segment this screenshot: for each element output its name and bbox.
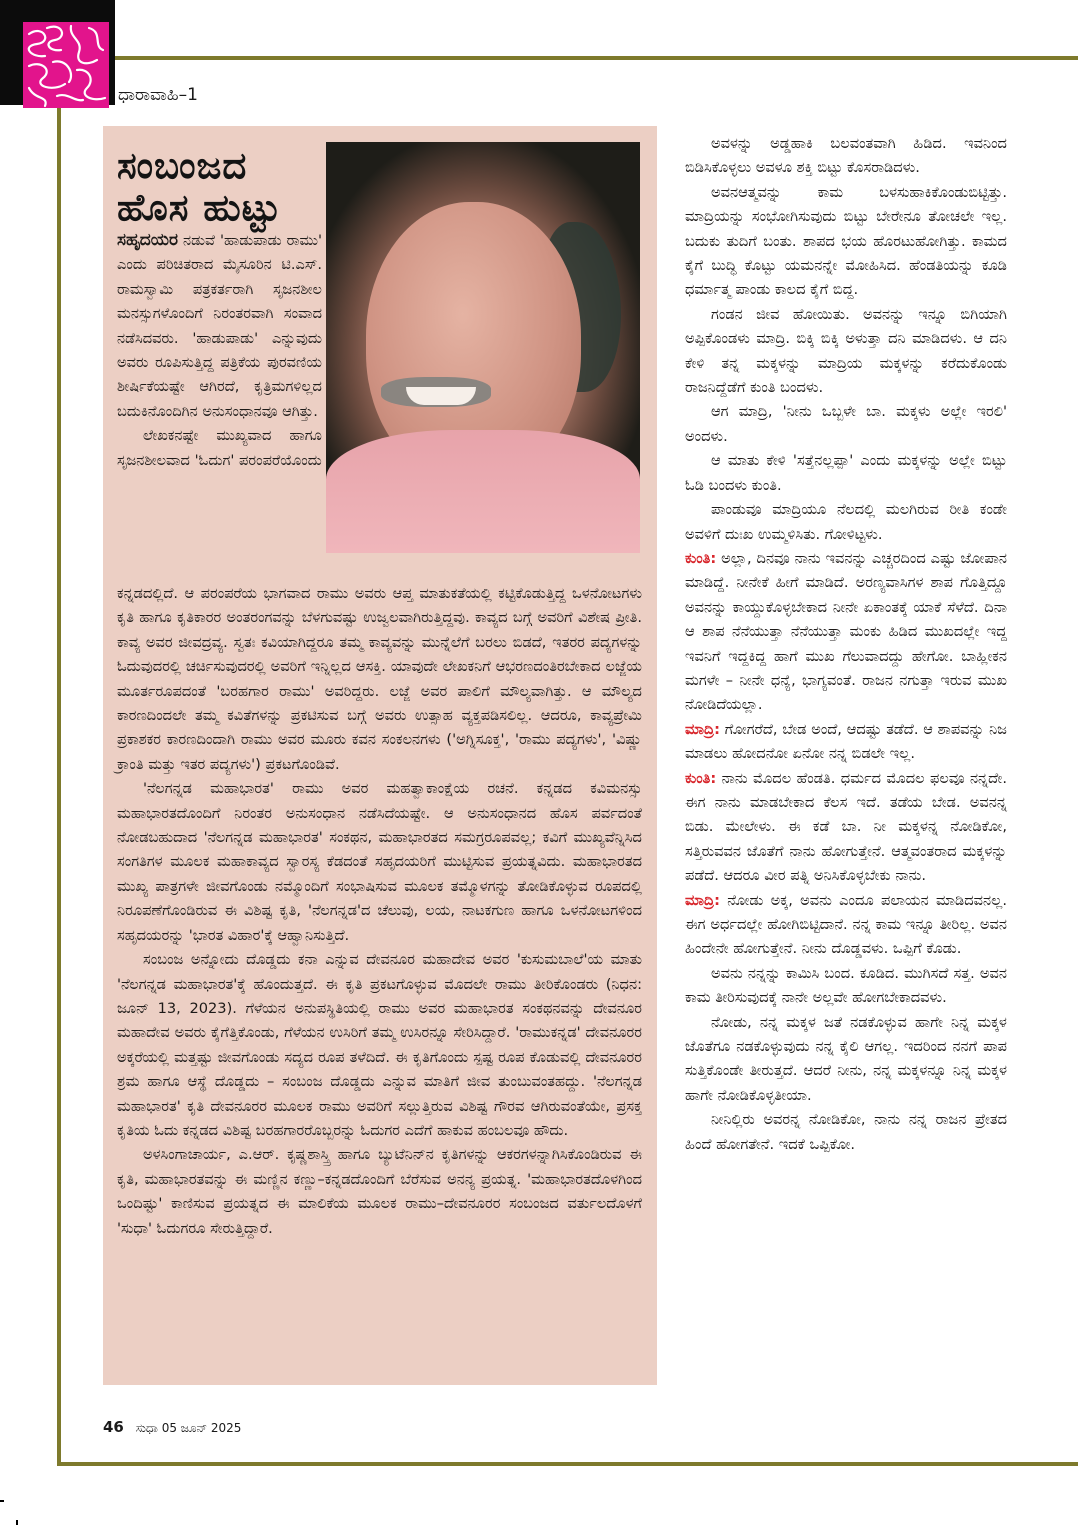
top-border-rule — [115, 56, 1078, 60]
page-number: 46 — [103, 1418, 124, 1436]
page-footer — [103, 1418, 241, 1436]
photo-shirt — [326, 430, 640, 553]
paragraph-text: ಅವನು ನನ್ನನ್ನು ಕಾಮಿಸಿ ಬಂದ. ಕೂಡಿದ. ಮುಗಿಸದೆ ಸತ್ತ. ಅವನ ಕಾಮ ತೀರಿಸುವುದಕ್ಕೆ ನಾನೇ ಅಲ್ಲವೇ ಹೋಗಬೇಕಾದವಳು. — [685, 964, 1007, 1007]
bottom-border-rule — [57, 1462, 1078, 1466]
narrative-paragraph — [685, 303, 1007, 401]
photo-smile — [406, 387, 476, 405]
title-line-2: ಹೊಸ ಹುಟ್ಟು — [117, 186, 282, 229]
right-column — [685, 132, 1007, 1157]
wide-paragraph: ಕನ್ನಡದಲ್ಲಿದೆ. ಆ ಪರಂಪರೆಯ ಭಾಗವಾದ ರಾಮು ಅವರು ಆಪ್ತ ಮಾತುಕತೆಯಲ್ಲಿ ಕಟ್ಟಿಕೊಡುತ್ತಿದ್ದ ಒಳನೋಟಗಳು ಕೃತಿ ಹಾಗೂ ಕೃತಿಕಾರರ ಅಂತರಂಗವನ್ನು ಬೆಳಗುವಷ್ಟು ಉಜ್ವಲವಾಗಿರುತ್ತಿದ್ದವು. ಕಾವ್ಯದ ಬಗ್ಗೆ ಅವರಿಗೆ ವಿಶೇಷ ಪ್ರೀತಿ. ಕಾವ್ಯ ಅವರ ಜೀವದ್ರವ್ಯ. ಸ್ವತಃ ಕವಿಯಾಗಿದ್ದರೂ ತಮ್ಮ ಕಾವ್ಯವನ್ನು ಮುನ್ನೆಲೆಗೆ ಬರಲು ಬಿಡದೆ, ಇತರರ ಪದ್ಯಗಳನ್ನು ಓದುವುದರಲ್ಲಿ ಚರ್ಚಿಸುವುದರಲ್ಲಿ ಅವರಿಗೆ ಇನ್ನಿಲ್ಲದ ಆಸಕ್ತಿ. ಯಾವುದೇ ಲೇಖಕನಿಗೆ ಆಭರಣದಂತಿರಬೇಕಾದ ಲಜ್ಜೆಯ ಮೂರ್ತರೂಪದಂತೆ 'ಬರಹಗಾರ ರಾಮು' ಅವರಿದ್ದರು. ಲಜ್ಜೆ ಅವರ ಪಾಲಿಗೆ ಮೌಲ್ಯವಾಗಿತ್ತು. ಆ ಮೌಲ್ಯದ ಕಾರಣದಿಂದಲೇ ತಮ್ಮ ಕವಿತೆಗಳನ್ನು ಪ್ರಕಟಿಸುವ ಬಗ್ಗೆ ಅವರು ಉತ್ಸಾಹ ವ್ಯಕ್ತಪಡಿಸಲಿಲ್ಲ. ಆದರೂ, ಕಾವ್ಯಪ್ರೇಮಿ ಪ್ರಕಾಶಕರ ಕಾರಣದಿಂದಾಗಿ ರಾಮು ಅವರ ಮೂರು ಕವನ ಸಂಕಲನಗಳು ('ಅಗ್ನಿಸೂಕ್ತ', 'ರಾಮು ಪದ್ಯಗಳು', 'ವಿಷ್ಣು ಕ್ರಾಂತಿ ಮತ್ತು ಇತರ ಪದ್ಯಗಳು') ಪ್ರಕಟಗೊಂಡಿವೆ. — [117, 585, 642, 773]
paragraph-text: ಗೋಗರೆದೆ, ಬೇಡ ಅಂದೆ, ಆದಷ್ಟು ತಡೆದೆ. ಆ ಶಾಪವನ್ನು ನಿಜ ಮಾಡಲು ಹೋದನೋ ಏನೋ ನನ್ನ ಬಿಡಲೇ ಇಲ್ಲ. — [685, 720, 1007, 763]
title-line-1: ಸಂಬಂಜದ — [117, 144, 248, 187]
dialogue-paragraph — [685, 547, 1007, 718]
wide-column — [117, 582, 642, 1241]
paragraph-text: ನೋಡು, ನನ್ನ ಮಕ್ಕಳ ಜತೆ ನಡಕೊಳ್ಳುವ ಹಾಗೇ ನಿನ್ನ ಮಕ್ಕಳ ಜೊತೆಗೂ ನಡಕೊಳ್ಳುವುದು ನನ್ನ ಕೈಲಿ ಆಗಲ್ಲ. ಇದರಿಂದ ನನಗೆ ಪಾಪ ಸುತ್ತಿಕೊಂಡೇ ತೀರುತ್ತದೆ. ಆದರೆ ನೀನು, ನನ್ನ ಮಕ್ಕಳನ್ನೂ ನಿನ್ನ ಮಕ್ಕಳ ಹಾಗೇ ನೋಡಿಕೊಳ್ಳತೀಯಾ. — [685, 1013, 1007, 1104]
dialogue-paragraph — [685, 718, 1007, 767]
paragraph-text: ಅವಳನ್ನು ಅಡ್ಡಹಾಕಿ ಬಲವಂತವಾಗಿ ಹಿಡಿದ. ಇವನಿಂದ ಬಿಡಿಸಿಕೊಳ್ಳಲು ಅವಳೂ ಶಕ್ತಿ ಬಿಟ್ಟು ಕೊಸರಾಡಿದಳು. — [685, 135, 1007, 177]
speaker-label: ಕುಂತಿ: — [685, 549, 717, 567]
speaker-label: ಮಾದ್ರಿ: — [685, 720, 720, 738]
pink-squiggle-pattern-icon — [23, 22, 109, 108]
intro-paragraph-2: ಲೇಖಕನಷ್ಟೇ ಮುಖ್ಯವಾದ ಹಾಗೂ ಸೃಜನಶೀಲವಾದ 'ಓದುಗ' ಪರಂಪರೆಯೊಂದು — [117, 427, 322, 469]
narrative-paragraph — [685, 498, 1007, 547]
paragraph-text: ಗಂಡನ ಜೀವ ಹೋಯಿತು. ಅವನನ್ನು ಇನ್ನೂ ಬಿಗಿಯಾಗಿ ಅಪ್ಪಿಕೊಂಡಳು ಮಾದ್ರಿ. ಬಿಕ್ಕಿ ಬಿಕ್ಕಿ ಅಳುತ್ತಾ ದನಿ ಮಾಡಿದಳು. ಆ ದನಿ ಕೇಳಿ ತನ್ನ ಮಕ್ಕಳನ್ನು ಮಾದ್ರಿಯ ಮಕ್ಕಳನ್ನು ಕರೆದುಕೊಂಡು ರಾಜನಿದ್ದೆಡೆಗೆ ಕುಂತಿ ಬಂದಳು. — [685, 305, 1007, 397]
paragraph-text: ಪಾಂಡುವೂ ಮಾದ್ರಿಯೂ ನೆಲದಲ್ಲಿ ಮಲಗಿರುವ ರೀತಿ ಕಂಡೇ ಅವಳಿಗೆ ದುಃಖ ಉಮ್ಮಳಿಸಿತು. ಗೋಳಿಟ್ಟಳು. — [685, 501, 1007, 543]
paragraph-text: ನೀನಿಲ್ಲಿರು ಅವರನ್ನ ನೋಡಿಕೋ, ನಾನು ನನ್ನ ರಾಜನ ಪ್ರೇತದ ಹಿಂದೆ ಹೋಗತೇನೆ. ಇದಕೆ ಒಪ್ಪಿಕೋ. — [685, 1111, 1007, 1153]
wide-paragraph: 'ನೆಲಗನ್ನಡ ಮಹಾಭಾರತ' ರಾಮು ಅವರ ಮಹತ್ವಾಕಾಂಕ್ಷೆಯ ರಚನೆ. ಕನ್ನಡದ ಕವಿಮನಸ್ಸು ಮಹಾಭಾರತದೊಂದಿಗೆ ನಿರಂತರ ಅನುಸಂಧಾನ ನಡೆಸಿದೆಯಷ್ಟೇ. ಆ ಅನುಸಂಧಾನದ ಹೊಸ ಪರ್ವದಂತೆ ನೋಡಬಹುದಾದ 'ನೆಲಗನ್ನಡ ಮಹಾಭಾರತ' ಸಂಕಥನ, ಮಹಾಭಾರತದ ಸಮಗ್ರರೂಪವಲ್ಲ; ಕವಿಗೆ ಮುಖ್ಯವೆನ್ನಿಸಿದ ಸಂಗತಿಗಳ ಮೂಲಕ ಮಹಾಕಾವ್ಯದ ಸ್ವಾರಸ್ಯ ಕೆಡದಂತೆ ಸಹೃದಯರಿಗೆ ಮುಟ್ಟಿಸುವ ಪ್ರಯತ್ನವಿದು. ಮಹಾಭಾರತದ ಮುಖ್ಯ ಪಾತ್ರಗಳೇ ಜೀವಗೊಂಡು ನಮ್ಮೊಂದಿಗೆ ಸಂಭಾಷಿಸುವ ಮೂಲಕ ತಮ್ಮೊಳಗನ್ನು ತೋಡಿಕೊಳ್ಳುವ ರೂಪದಲ್ಲಿ ನಿರೂಪಣೆಗೊಂಡಿರುವ ಈ ವಿಶಿಷ್ಟ ಕೃತಿ, 'ನೆಲಗನ್ನಡ'ದ ಚೆಲುವು, ಲಯ, ನಾಟಕಗುಣ ಹಾಗೂ ಒಳನೋಟಗಳಿಂದ ಸಹೃದಯರನ್ನು 'ಭಾರತ ವಿಹಾರ'ಕ್ಕೆ ಆಹ್ವಾನಿಸುತ್ತಿದೆ. — [117, 780, 642, 944]
article-title — [117, 145, 281, 229]
speaker-label: ಕುಂತಿ: — [685, 769, 717, 787]
narrative-paragraph — [685, 1011, 1007, 1109]
lead-word: ಸಹೃದಯರ — [117, 230, 178, 250]
crop-mark — [16, 1520, 18, 1525]
left-border-rule — [57, 108, 61, 1466]
wide-paragraph: ಅಳಸಿಂಗಾಚಾರ್ಯ, ಎ.ಆರ್. ಕೃಷ್ಣಶಾಸ್ತ್ರಿ ಹಾಗೂ ಬ್ಯುಟೆನಿನ್‌ನ ಕೃತಿಗಳನ್ನು ಆಕರಗಳನ್ನಾಗಿಸಿಕೊಂಡಿರುವ ಈ ಕೃತಿ, ಮಹಾಭಾರತವನ್ನು ಈ ಮಣ್ಣಿನ ಕಣ್ಣು–ಕನ್ನಡದೊಂದಿಗೆ ಬೆರೆಸುವ ಅನನ್ಯ ಪ್ರಯತ್ನ. 'ಮಹಾಭಾರತದೊಳಗಿಂದ ಒಂದಿಷ್ಟು' ಕಾಣಿಸುವ ಪ್ರಯತ್ನದ ಈ ಮಾಲಿಕೆಯ ಮೂಲಕ ರಾಮು–ದೇವನೂರರ ಸಂಬಂಜದ ವರ್ತುಲದೊಳಗೆ 'ಸುಧಾ' ಓದುಗರೂ ಸೇರುತ್ತಿದ್ದಾರೆ. — [117, 1146, 642, 1237]
intro-column — [117, 228, 322, 473]
narrative-paragraph — [685, 449, 1007, 498]
dialogue-paragraph — [685, 767, 1007, 889]
intro-paragraph-1-text: ನಡುವೆ 'ಹಾಡುಪಾಡು ರಾಮು' ಎಂದು ಪರಿಚಿತರಾದ ಮೈಸೂರಿನ ಟಿ.ಎಸ್. ರಾಮಸ್ವಾಮಿ ಪತ್ರಕರ್ತರಾಗಿ ಸೃಜನಶೀಲ ಮನಸ್ಸುಗಳೊಂದಿಗೆ ನಿರಂತರವಾಗಿ ಸಂವಾದ ನಡೆಸಿದವರು. 'ಹಾಡುಪಾಡು' ಎನ್ನುವುದು ಅವರು ರೂಪಿಸುತ್ತಿದ್ದ ಪತ್ರಿಕೆಯ ಪುರವಣಿಯ ಶೀರ್ಷಿಕೆಯಷ್ಟೇ ಆಗಿರದೆ, ಕೃತ್ರಿಮಗಳಿಲ್ಲದ ಬದುಕಿನೊಂದಿಗಿನ ಅನುಸಂಧಾನವೂ ಆಗಿತ್ತು. — [117, 232, 322, 420]
paragraph-text: ನೋಡು ಅಕ್ಕ, ಅವನು ಎಂದೂ ಪಲಾಯನ ಮಾಡಿದವನಲ್ಲ. ಈಗ ಅರ್ಧದಲ್ಲೇ ಹೋಗಿಬಿಟ್ಟಿದಾನೆ. ನನ್ನ ಕಾಮ ಇನ್ನೂ ತೀರಿಲ್ಲ. ಅವನ ಹಿಂದೇನೇ ಹೋಗುತ್ತೇನೆ. ನೀನು ದೊಡ್ಡವಳು. ಒಪ್ಪಿಗೆ ಕೊಡು. — [685, 891, 1007, 958]
magazine-name: ಸುಧಾ — [135, 1421, 158, 1435]
narrative-paragraph — [685, 132, 1007, 181]
paragraph-text: ನಾನು ಮೊದಲ ಹೆಂಡತಿ. ಧರ್ಮದ ಮೊದಲ ಫಲವೂ ನನ್ನದೇ. ಈಗ ನಾನು ಮಾಡಬೇಕಾದ ಕೆಲಸ ಇದೆ. ತಡೆಯ ಬೇಡ. ಅವನನ್ನ ಬಿಡು. ಮೇಲೇಳು. ಈ ಕಡೆ ಬಾ. ನೀ ಮಕ್ಕಳನ್ನ ನೋಡಿಕೋ, ಸತ್ತಿರುವವನ ಜೊತೆಗೆ ನಾನು ಹೋಗುತ್ತೇನೆ. ಆತ್ಮವಂತರಾದ ಮಕ್ಕಳನ್ನು ಪಡೆದೆ. ಆದರೂ ವೀರ ಪತ್ನಿ ಅನಿಸಿಕೊಳ್ಳಬೇಕು ನಾನು. — [685, 769, 1007, 885]
intro-paragraph-1 — [117, 228, 322, 424]
paragraph-text: ಆಗ ಮಾದ್ರಿ, 'ನೀನು ಒಬ್ಬಳೇ ಬಾ. ಮಕ್ಕಳು ಅಲ್ಲೇ ಇರಲಿ' ಅಂದಳು. — [685, 403, 1007, 445]
paragraph-text: ಅಲ್ಲಾ, ದಿನವೂ ನಾನು ಇವನನ್ನು ಎಚ್ಚರದಿಂದ ಎಷ್ಟು ಜೋಪಾನ ಮಾಡಿದ್ದೆ. ನೀನೇಕೆ ಹೀಗೆ ಮಾಡಿದೆ. ಅರಣ್ಯವಾಸಿಗಳ ಶಾಪ ಗೊತ್ತಿದ್ದೂ ಅವನನ್ನು ಕಾಯ್ದುಕೊಳ್ಳಬೇಕಾದ ನೀನೇ ಏಕಾಂತಕ್ಕೆ ಯಾಕೆ ಸೆಳೆದೆ. ದಿನಾ ಆ ಶಾಪ ನೆನೆಯುತ್ತಾ ನೆನೆಯುತ್ತಾ ಮಂಕು ಹಿಡಿದ ಮುಖದಲ್ಲೇ ಇದ್ದ ಇವನಿಗೆ ಇದ್ದಕಿದ್ದ ಹಾಗೆ ಮುಖ ಗೆಲುವಾದದ್ದು ಹೇಗೋ. ಬಾಹ್ಲೀಕನ ಮಗಳೇ – ನೀನೇ ಧನ್ಯೆ, ಭಾಗ್ಯವಂತೆ. ರಾಜನ ನಗುತ್ತಾ ಇರುವ ಮುಖ ನೋಡಿದೆಯಲ್ಲಾ. — [685, 549, 1007, 714]
dialogue-paragraph — [685, 889, 1007, 962]
narrative-paragraph — [685, 962, 1007, 1011]
narrative-paragraph — [685, 400, 1007, 449]
paragraph-text: ಅವನಆತ್ಮವನ್ನು ಕಾಮ ಬಳಸುಹಾಕಿಕೊಂಡುಬಿಟ್ಟಿತ್ತು. ಮಾದ್ರಿಯನ್ನು ಸಂಭೋಗಿಸುವುದು ಬಿಟ್ಟು ಬೇರೇನೂ ತೋಚಲೇ ಇಲ್ಲ. ಬದುಕು ತುದಿಗೆ ಬಂತು. ಶಾಪದ ಭಯ ಹೊರಟುಹೋಗಿತ್ತು. ಕಾಮದ ಕೈಗೆ ಬುದ್ಧಿ ಕೊಟ್ಟು ಯಮನನ್ನೇ ಮೋಹಿಸಿದ. ಹೆಂಡತಿಯನ್ನು ಕೂಡಿ ಧರ್ಮಾತ್ಮ ಪಾಂಡು ಕಾಲದ ಕೈಗೆ ಬಿದ್ದ. — [685, 183, 1007, 299]
paragraph-text: ಆ ಮಾತು ಕೇಳಿ 'ಸತ್ತೆನಲ್ಲಪ್ಪಾ' ಎಂದು ಮಕ್ಕಳನ್ನು ಅಲ್ಲೇ ಬಿಟ್ಟು ಓಡಿ ಬಂದಳು ಕುಂತಿ. — [685, 452, 1007, 494]
issue-date: 05 ಜೂನ್ 2025 — [161, 1421, 242, 1435]
narrative-paragraph — [685, 1108, 1007, 1157]
crop-mark — [0, 1500, 4, 1502]
narrative-paragraph — [685, 181, 1007, 303]
speaker-label: ಮಾದ್ರಿ: — [685, 891, 720, 909]
series-label: ಧಾರಾವಾಹಿ–1 — [118, 85, 198, 105]
author-photo — [326, 142, 640, 553]
wide-paragraph: ಸಂಬಂಜ ಅನ್ನೋದು ದೊಡ್ಡದು ಕನಾ ಎನ್ನುವ ದೇವನೂರ ಮಹಾದೇವ ಅವರ 'ಕುಸುಮಬಾಲೆ'ಯ ಮಾತು 'ನೆಲಗನ್ನಡ ಮಹಾಭಾರತ'ಕ್ಕೆ ಹೊಂದುತ್ತದೆ. ಈ ಕೃತಿ ಪ್ರಕಟಗೊಳ್ಳುವ ಮೊದಲೇ ರಾಮು ತೀರಿಕೊಂಡರು (ನಿಧನ: ಜೂನ್ 13, 2023). ಗೆಳೆಯನ ಅನುಪಸ್ಥಿತಿಯಲ್ಲಿ ರಾಮು ಅವರ ಮಹಾಭಾರತ ಸಂಕಥನವನ್ನು ದೇವನೂರ ಮಹಾದೇವ ಅವರು ಕೈಗೆತ್ತಿಕೊಂಡು, ಗೆಳೆಯನ ಉಸಿರಿಗೆ ತಮ್ಮ ಉಸಿರನ್ನೂ ಸೇರಿಸಿದ್ದಾರೆ. 'ರಾಮುಕನ್ನಡ' ದೇವನೂರರ ಅಕ್ಕರೆಯಲ್ಲಿ ಮತ್ತಷ್ಟು ಜೀವಗೊಂಡು ಸದ್ಯದ ರೂಪ ತಳೆದಿದೆ. ಈ ಕೃತಿಗೊಂದು ಸ್ಪಷ್ಟ ರೂಪ ಕೊಡುವಲ್ಲಿ ದೇವನೂರರ ಶ್ರಮ ಹಾಗೂ ಆಸ್ಥೆ ದೊಡ್ಡದು – ಸಂಬಂಜ ದೊಡ್ಡದು ಎನ್ನುವ ಮಾತಿಗೆ ಜೀವ ತುಂಬುವಂತಹದ್ದು. 'ನೆಲಗನ್ನಡ ಮಹಾಭಾರತ' ಕೃತಿ ದೇವನೂರರ ಮೂಲಕ ರಾಮು ಅವರಿಗೆ ಸಲ್ಲುತ್ತಿರುವ ವಿಶಿಷ್ಟ ಗೌರವ ಆಗಿರುವಂತೆಯೇ, ಪ್ರಸಕ್ತ ಕೃತಿಯ ಓದು ಕನ್ನಡದ ವಿಶಿಷ್ಟ ಬರಹಗಾರರೊಬ್ಬರನ್ನು ಓದುಗರ ಎದೆಗೆ ಹಾಕುವ ಹಂಬಲವೂ ಹೌದು. — [117, 951, 642, 1139]
